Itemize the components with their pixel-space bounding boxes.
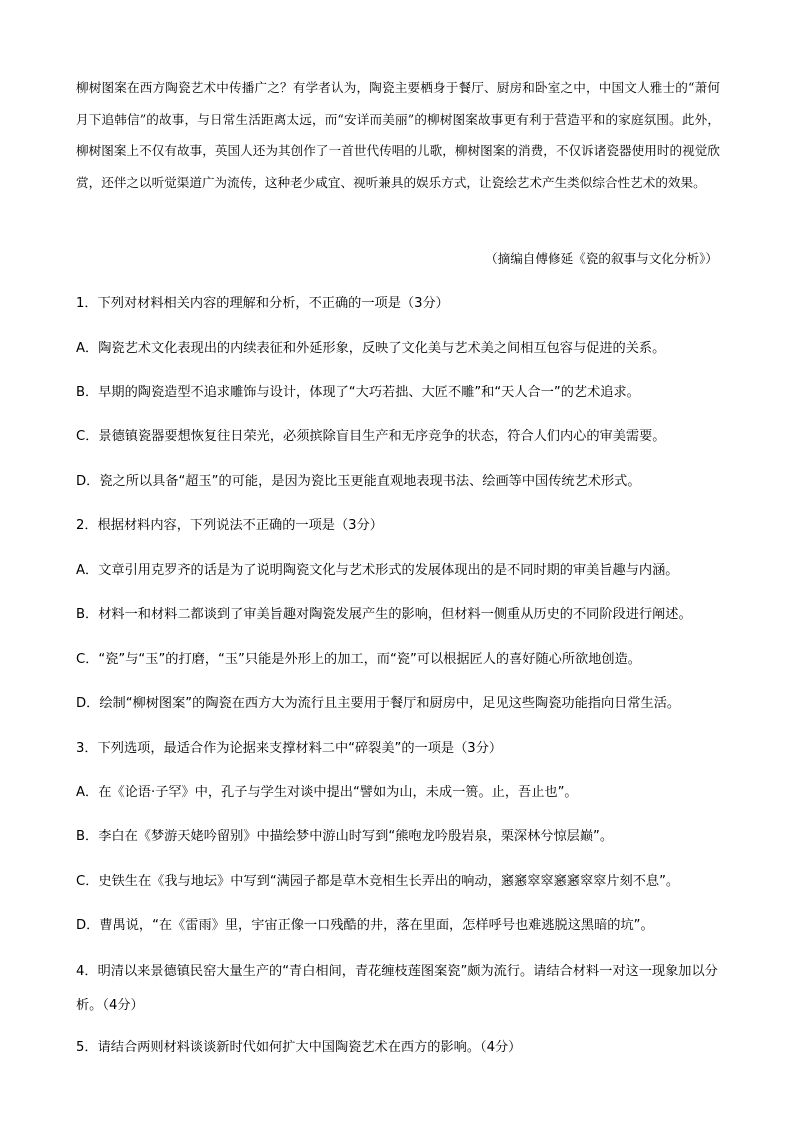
question-1-option-c: C．景德镇瓷器要想恢复往日荣光，必须摈除盲目生产和无序竞争的状态，符合人们内心的审美需要。 bbox=[76, 429, 666, 444]
question-3-option-c: C．史铁生在《我与地坛》中写到“满园子都是草木竞相生长弄出的响动，窸窸窣窣窸窸窣窣片刻不息”。 bbox=[76, 874, 680, 889]
question-1-option-d: D．瓷之所以具备“超玉”的可能，是因为瓷比玉更能直观地表现书法、绘画等中国传统艺术形式。 bbox=[76, 474, 641, 489]
question-1-stem: 1．下列对材料相关内容的理解和分析，不正确的一项是（3分） bbox=[76, 296, 449, 311]
question-3-option-d: D．曹禺说，“在《雷雨》里，宇宙正像一口残酷的井，落在里面，怎样呼号也难逃脱这黑暗的坑”。 bbox=[76, 918, 654, 933]
question-3-stem: 3．下列选项，最适合作为论据来支撑材料二中“碎裂美”的一项是（3分） bbox=[76, 741, 503, 756]
passage-source: （摘编自傅修延《瓷的叙事与文化分析》） bbox=[485, 251, 718, 266]
question-2-stem: 2．根据材料内容，下列说法不正确的一项是（3分） bbox=[76, 518, 383, 533]
passage-paragraph: 柳树图案在西方陶瓷艺术中传播广之？有学者认为，陶瓷主要栖身于餐厅、厨房和卧室之中，中国文人雅士的“萧何月下追韩信”的故事，与日常生活距离太远，而“安详而美丽”的柳树图案故事更有利于营造平和的家庭氛围。此外，柳树图案上不仅有故事，英国人还为其创作了一首世代传唱的儿歌，柳树图案的消费，不仅诉诸瓷器使用时的视觉欣赏，还伴之以听觉渠道广为流传，这种老少咸宜、视听兼具的娱乐方式，让瓷绘艺术产生类似综合性艺术的效果。 bbox=[76, 80, 720, 190]
question-2-option-c: C．“瓷”与“玉”的打磨，“玉”只能是外形上的加工，而“瓷”可以根据匠人的喜好随心所欲地创造。 bbox=[76, 652, 641, 667]
question-4: 4．明清以来景德镇民窑大量生产的“青白相间，青花缠枝莲图案瓷”颇为流行。请结合材料一对这一现象加以分析。（4分） bbox=[76, 964, 718, 1013]
question-5: 5．请结合两则材料谈谈新时代如何扩大中国陶瓷艺术在西方的影响。（4分） bbox=[76, 1040, 522, 1055]
question-2-option-a: A．文章引用克罗齐的话是为了说明陶瓷文化与艺术形式的发展体现出的是不同时期的审美旨趣与内涵。 bbox=[76, 563, 679, 578]
question-3-option-b: B．李白在《梦游天姥吟留别》中描绘梦中游山时写到“熊咆龙吟殷岩泉，栗深林兮惊层巅”。 bbox=[76, 829, 614, 844]
question-2-option-b: B．材料一和材料二都谈到了审美旨趣对陶瓷发展产生的影响，但材料一侧重从历史的不同阶段进行阐述。 bbox=[76, 607, 692, 622]
question-2-option-d: D．绘制“柳树图案”的陶瓷在西方大为流行且主要用于餐厅和厨房中，足见这些陶瓷功能指向日常生活。 bbox=[76, 696, 681, 711]
question-1-option-b: B．早期的陶瓷造型不追求雕饰与设计，体现了“大巧若拙、大匠不雕”和“天人合一”的艺术追求。 bbox=[76, 385, 640, 400]
question-3-option-a: A．在《论语·子罕》中，孔子与学生对谈中提出“譬如为山，未成一篑。止，吾止也”。 bbox=[76, 785, 578, 800]
question-1-option-a: A．陶瓷艺术文化表现出的内续表征和外延形象，反映了文化美与艺术美之间相互包容与促进的关系。 bbox=[76, 341, 666, 356]
